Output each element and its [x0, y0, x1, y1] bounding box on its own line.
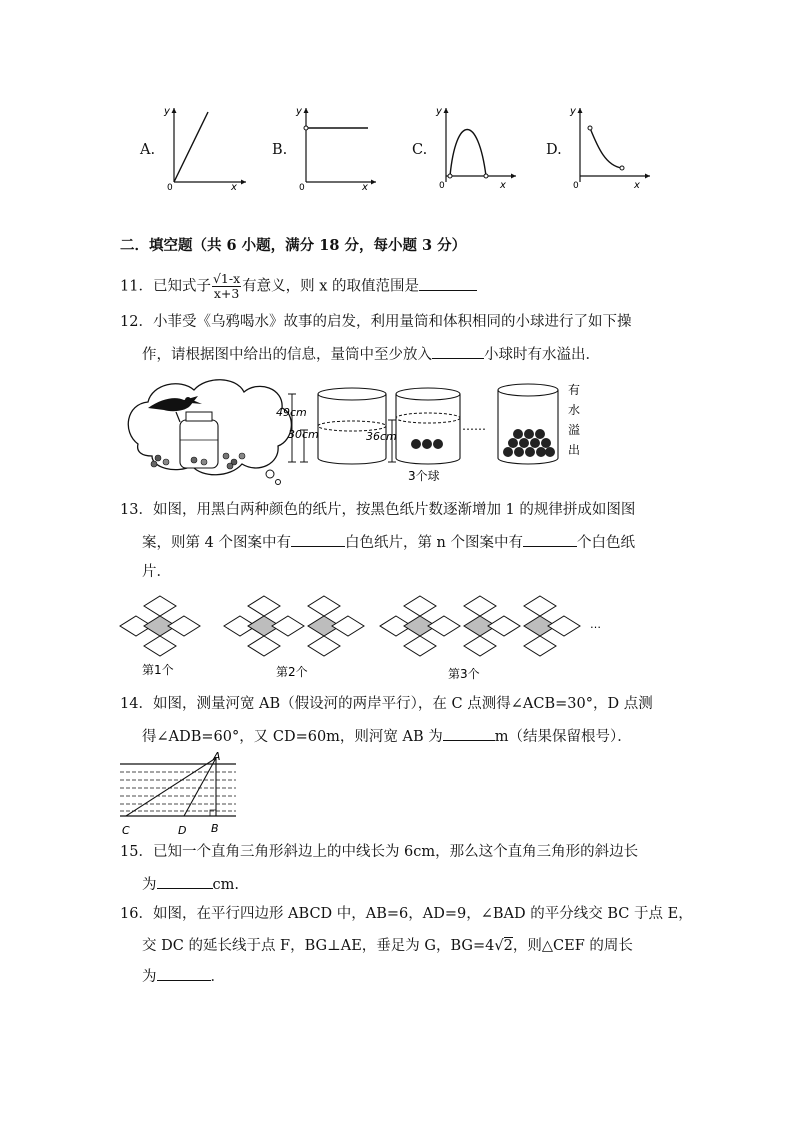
q12-line2b: 小球时有水溢出． [484, 347, 600, 363]
cylinder-3 [498, 383, 580, 464]
q14-river-figure [116, 750, 240, 840]
cylinder-1 [276, 388, 386, 464]
axis-x-label: x [634, 180, 640, 190]
q16-answer-blank[interactable] [157, 966, 211, 981]
graph-a [160, 104, 250, 190]
graph-d [566, 104, 656, 190]
option-d-letter: D. [546, 142, 562, 158]
point-c-label: C [122, 824, 130, 837]
pattern-2-label: 第2个 [276, 665, 308, 679]
overflow-char-2: 水 [568, 403, 581, 417]
q14-line1: 14．如图，测量河宽 AB（假设河的两岸平行），在 C 点测得∠ACB=30°，D 点测 [120, 696, 653, 712]
option-a-letter: A. [140, 142, 156, 158]
graph-c [432, 104, 522, 190]
axis-x-label: x [362, 182, 368, 190]
q14-line2 [142, 726, 632, 747]
q16-line2a: 交 DC 的延长线于点 F，BG⊥AE，垂足为 G，BG=4 [142, 938, 495, 954]
q13-pattern-figure [116, 594, 616, 684]
height-30-label: 30cm [288, 428, 319, 441]
option-b-letter: B. [272, 142, 288, 158]
pattern-1-label: 第1个 [142, 663, 174, 677]
q14-line2b: m（结果保留根号）． [494, 729, 632, 745]
section-title: 二．填空题（共 6 小题，满分 18 分，每小题 3 分） [120, 237, 467, 254]
q11-numerator: √1-x [212, 271, 241, 286]
option-c-letter: C. [412, 142, 428, 158]
origin-label: 0 [573, 181, 579, 190]
dots: …… [462, 419, 486, 433]
q14-line2a: 得∠ADB=60°，又 CD=60m，则河宽 AB 为 [142, 729, 443, 745]
point-d-label: D [178, 824, 187, 837]
q13-answer-blank-1[interactable] [291, 532, 345, 547]
axis-x-label: x [231, 182, 237, 190]
q11-prefix: 11．已知式子 [120, 278, 211, 295]
crow-cloud-illustration [128, 380, 291, 485]
q13-line3: 片． [142, 564, 171, 580]
overflow-char-3: 溢 [568, 423, 581, 437]
question-11 [120, 272, 477, 301]
axis-x-label: x [500, 180, 506, 190]
overflow-char-4: 出 [568, 443, 581, 457]
q11-suffix: 有意义，则 x 的取值范围是 [242, 278, 420, 295]
pattern-3-label: 第3个 [448, 667, 480, 681]
q16-line3 [142, 966, 225, 987]
q12-figure [118, 374, 598, 486]
point-a-label: A [213, 750, 221, 763]
q16-line1: 16．如图，在平行四边形 ABCD 中，AB=6，AD=9，∠BAD 的平分线交 BC 于点 E， [120, 906, 693, 922]
q13-line1: 13．如图，用黑白两种颜色的纸片，按黑色纸片数逐渐增加 1 的规律拼成如图图 [120, 502, 636, 518]
q15-line2a: 为 [142, 877, 157, 893]
q15-answer-blank[interactable] [157, 874, 213, 889]
q13-line2a: 案，则第 4 个图案中有 [142, 535, 291, 551]
cylinder-2 [366, 388, 460, 483]
q13-line2 [142, 532, 635, 553]
q11-denominator: x+3 [213, 286, 240, 301]
q15-line1: 15．已知一个直角三角形斜边上的中线长为 6cm，那么这个直角三角形的斜边长 [120, 844, 639, 860]
q13-line2c: 个白色纸 [577, 535, 636, 551]
q12-line2a: 作，请根据图中给出的信息，量筒中至少放入 [142, 347, 432, 363]
origin-label: 0 [439, 181, 445, 190]
axis-y-label: y [296, 106, 302, 117]
q12-line2 [142, 344, 600, 365]
pattern-1 [120, 596, 200, 656]
q16-line3-end: ． [210, 969, 225, 985]
q13-answer-blank-2[interactable] [523, 532, 577, 547]
q14-answer-blank[interactable] [443, 726, 495, 741]
q16-line3a: 为 [142, 969, 157, 985]
graph-b [292, 104, 382, 190]
origin-label: 0 [167, 183, 173, 190]
q16-line2b: ，则△CEF 的周长 [512, 938, 633, 954]
q12-line1: 12．小菲受《乌鸦喝水》故事的启发，利用量筒和体积相同的小球进行了如下操 [120, 314, 632, 330]
axis-y-label: y [436, 106, 442, 117]
height-49-label: 49cm [276, 406, 307, 419]
q15-line2b: cm. [212, 877, 239, 893]
axis-y-label: y [164, 106, 170, 117]
overflow-char-1: 有 [568, 383, 581, 397]
q11-answer-blank[interactable] [419, 276, 477, 291]
q11-fraction [212, 272, 241, 301]
point-b-label: B [211, 822, 219, 835]
axis-y-label: y [570, 106, 576, 117]
q13-line2b: 白色纸片，第 n 个图案中有 [344, 535, 524, 551]
q16-sqrt-value: 2 [503, 938, 513, 954]
height-36-label: 36cm [366, 430, 397, 443]
ellipsis: … [590, 618, 601, 631]
pattern-2 [224, 596, 364, 656]
q15-line2 [142, 874, 239, 895]
sqrt-symbol: √ [494, 938, 504, 954]
q16-line2 [142, 936, 633, 956]
origin-label: 0 [299, 183, 305, 190]
q12-answer-blank[interactable] [432, 344, 484, 359]
pattern-3 [380, 596, 580, 656]
three-balls-label: 3个球 [408, 469, 440, 483]
